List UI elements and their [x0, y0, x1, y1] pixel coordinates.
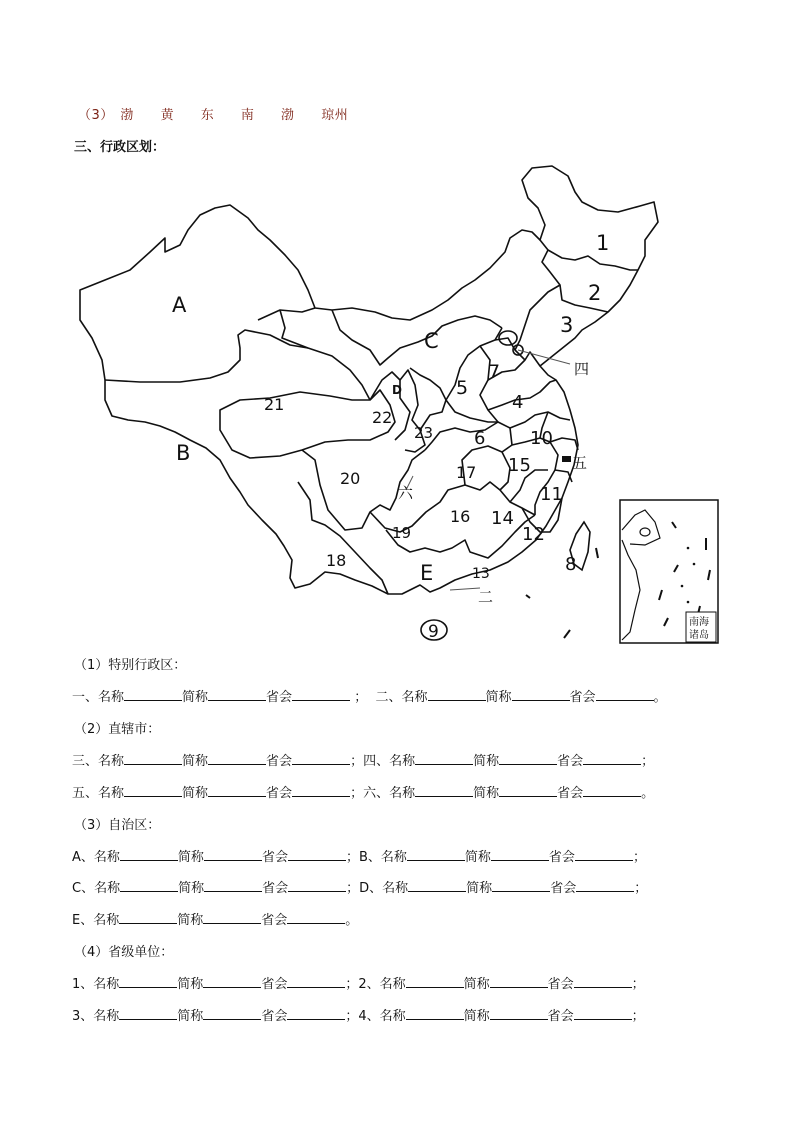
shanghai-mark	[562, 456, 571, 462]
region-number: 20	[340, 469, 361, 488]
blank-field[interactable]	[287, 975, 345, 988]
blank-field[interactable]	[292, 752, 350, 765]
blank-field[interactable]	[406, 1007, 464, 1020]
blank-field[interactable]	[415, 784, 473, 797]
map-outline	[80, 166, 658, 594]
region-number: 19	[392, 524, 412, 542]
question-2: （2）直辖市：	[74, 722, 161, 737]
blank-field[interactable]	[407, 848, 465, 861]
blank-field[interactable]	[287, 1007, 345, 1020]
answer-row: 三、名称 简称 省会 ；四、名称 简称 省会 ；	[72, 754, 655, 769]
answer-word: 琼州	[321, 108, 349, 123]
answer-row: 1、名称 简称 省会 ；2、名称 简称 省会 ；	[72, 977, 645, 992]
blank-field[interactable]	[208, 752, 266, 765]
blank-field[interactable]	[576, 879, 634, 892]
blank-field[interactable]	[124, 688, 182, 701]
blank-field[interactable]	[292, 784, 350, 797]
region-number: 22	[372, 408, 393, 427]
region-number: 17	[456, 463, 477, 482]
blank-field[interactable]	[204, 848, 262, 861]
island-dashes	[526, 548, 598, 638]
answer-row: A、名称 简称 省会 ；B、名称 简称 省会 ；	[72, 850, 646, 865]
pointer-label-wu: 五	[572, 454, 588, 472]
china-map-svg	[70, 160, 730, 650]
region-number: 14	[491, 508, 514, 529]
blank-field[interactable]	[499, 752, 557, 765]
blank-field[interactable]	[203, 975, 261, 988]
blank-field[interactable]	[490, 1007, 548, 1020]
region-number: 10	[530, 428, 553, 449]
blank-field[interactable]	[574, 975, 632, 988]
blank-field[interactable]	[203, 1007, 261, 1020]
blank-field[interactable]	[119, 911, 177, 924]
blank-field[interactable]	[292, 688, 350, 701]
answer-row: 3、名称 简称 省会 ；4、名称 简称 省会 ；	[72, 1009, 645, 1024]
region-number: 6	[474, 428, 486, 449]
answer-row: E、名称 简称 省会 。	[72, 913, 359, 928]
region-number: 12	[522, 524, 545, 545]
pointer-label-er: 二	[478, 588, 494, 606]
question-1: （1）特别行政区：	[74, 658, 187, 673]
region-number: 3	[560, 313, 574, 337]
blank-field[interactable]	[490, 975, 548, 988]
region-number: 18	[326, 551, 347, 570]
region-number: 23	[414, 424, 434, 442]
answer-word: 渤	[120, 108, 134, 123]
answer-word: 南	[240, 108, 255, 123]
blank-field[interactable]	[583, 752, 641, 765]
region-letter: C	[424, 329, 439, 353]
blank-field[interactable]	[288, 879, 346, 892]
blank-field[interactable]	[415, 752, 473, 765]
blank-field[interactable]	[596, 688, 654, 701]
answer-line	[78, 104, 370, 123]
answer-row: 一、名称 简称 省会 ； 二、名称 简称 省会 。	[72, 690, 667, 705]
pointer-label-liu: 六	[398, 484, 414, 502]
blank-field[interactable]	[203, 911, 261, 924]
blank-field[interactable]	[208, 784, 266, 797]
blank-field[interactable]	[575, 848, 633, 861]
answer-prefix: （3）	[78, 108, 114, 123]
blank-field[interactable]	[124, 784, 182, 797]
blank-field[interactable]	[512, 688, 570, 701]
region-letter: A	[172, 293, 187, 317]
question-3: （3）自治区：	[74, 818, 161, 833]
region-letter: B	[176, 441, 191, 465]
answer-row: C、名称 简称 省会 ；D、名称 简称 省会 ；	[72, 881, 648, 896]
blank-field[interactable]	[287, 911, 345, 924]
answer-word: 渤	[281, 108, 295, 123]
section-title: 三、行政区划：	[74, 140, 166, 155]
region-number: 21	[264, 395, 285, 414]
inset-label-line2: 诸岛	[689, 630, 709, 641]
blank-field[interactable]	[204, 879, 262, 892]
south-sea-inset	[620, 500, 718, 643]
blank-field[interactable]	[428, 688, 486, 701]
region-number: 5	[456, 377, 469, 399]
blank-field[interactable]	[120, 848, 178, 861]
region-number: 8	[565, 554, 577, 575]
answer-row: 五、名称 简称 省会 ；六、名称 简称 省会 。	[72, 786, 655, 801]
blank-field[interactable]	[119, 975, 177, 988]
blank-field[interactable]	[288, 848, 346, 861]
region-number: 13	[472, 566, 490, 582]
region-number: 1	[596, 231, 610, 255]
pointer-label-si: 四	[574, 360, 590, 378]
blank-field[interactable]	[406, 975, 464, 988]
region-number: 7	[488, 361, 501, 383]
blank-field[interactable]	[499, 784, 557, 797]
blank-field[interactable]	[119, 1007, 177, 1020]
blank-field[interactable]	[583, 784, 641, 797]
region-number: 15	[508, 455, 531, 476]
region-number: 2	[588, 281, 602, 305]
answer-word: 黄	[160, 108, 175, 123]
region-letter: E	[420, 561, 434, 585]
blank-field[interactable]	[120, 879, 178, 892]
inset-label-line1: 南海	[689, 617, 709, 628]
region-number: 11	[540, 484, 563, 505]
blank-field[interactable]	[124, 752, 182, 765]
question-4: （4）省级单位：	[74, 945, 174, 960]
answer-word: 东	[200, 108, 215, 123]
region-number: 9	[428, 622, 439, 642]
region-letter: D	[392, 383, 402, 397]
region-number: 4	[512, 392, 524, 413]
blank-field[interactable]	[574, 1007, 632, 1020]
blank-field[interactable]	[492, 879, 550, 892]
blank-field[interactable]	[491, 848, 549, 861]
blank-field[interactable]	[408, 879, 466, 892]
blank-field[interactable]	[208, 688, 266, 701]
region-number: 16	[450, 507, 471, 526]
china-map	[70, 160, 730, 650]
